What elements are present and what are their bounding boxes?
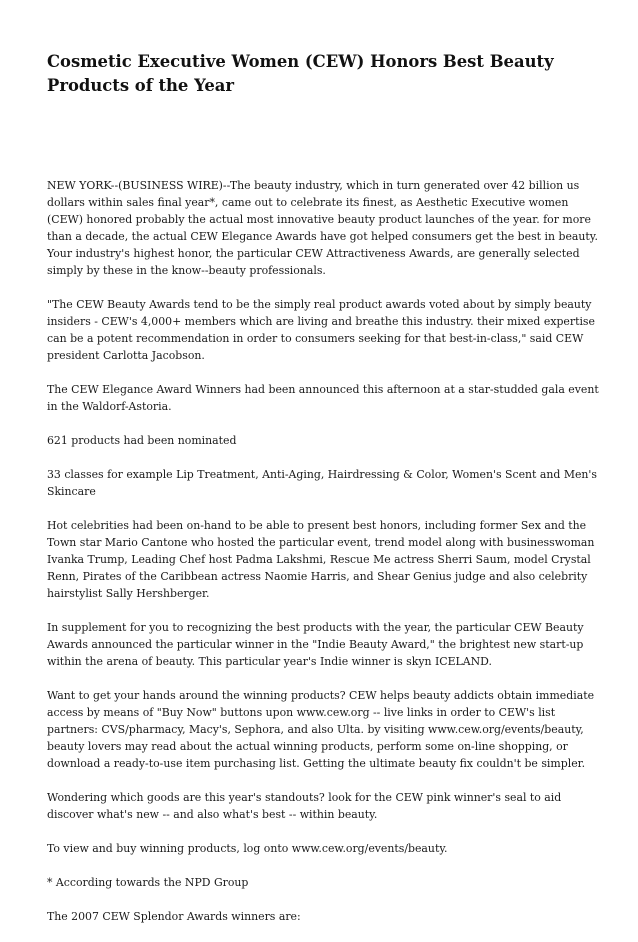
article-title: Cosmetic Executive Women (CEW) Honors Best Beauty Products of the Year bbox=[47, 52, 554, 95]
paragraph: To view and buy winning products, log onto www.cew.org/events/beauty. bbox=[47, 842, 448, 855]
paragraph: The CEW Elegance Award Winners had been announced this afternoon at a star-studded gala event in the Waldorf-Astoria. bbox=[47, 383, 599, 413]
footnote: * According towards the NPD Group bbox=[47, 876, 249, 889]
paragraph: "The CEW Beauty Awards tend to be the simply real product awards voted about by simply beauty insiders - CEW's 4,000+ members which are living and breathe this industry. their mixed expertise can be a potent recommendation in order to consumers seeking for that best-in-class," said CEW president Carlotta Jacobson. bbox=[47, 298, 595, 362]
paragraph: Wondering which goods are this year's standouts? look for the CEW pink winner's seal to aid discover what's new -- and also what's best -- within beauty. bbox=[47, 791, 562, 821]
paragraph: The 2007 CEW Splendor Awards winners are: bbox=[47, 910, 301, 923]
paragraph: Want to get your hands around the winning products? CEW helps beauty addicts obtain immediate access by means of "Buy Now" buttons upon www.cew.org -- live links in order to CEW's list partners: CVS/pharmacy, Macy's, Sephora, and also Ulta. by visiting www.cew.org/events/beauty, beauty lovers may read about the actual winning products, perform some on-line shopping, or download a ready-to-use item purchasing list. Getting the ultimate beauty fix couldn't be simpler. bbox=[47, 689, 595, 770]
paragraph: 33 classes for example Lip Treatment, Anti-Aging, Hairdressing & Color, Women's Scent and Men's Skincare bbox=[47, 468, 598, 498]
paragraph: NEW YORK--(BUSINESS WIRE)--The beauty industry, which in turn generated over 42 billion us dollars within sales final year*, came out to celebrate its finest, as Aesthetic Executive women (CEW) honored probably the actual most innovative beauty product launches of the year. for more than a decade, the actual CEW Elegance Awards have got helped consumers get the best in beauty. Your industry's highest honor, the particular CEW Attractiveness Awards, are generally selected simply by these in the know--beauty professionals. bbox=[47, 179, 598, 277]
paragraph: In supplement for you to recognizing the best products with the year, the particular CEW Beauty Awards announced the particular winner in the "Indie Beauty Award," the brightest new start-up within the arena of beauty. This particular year's Indie winner is skyn ICELAND. bbox=[47, 621, 584, 668]
paragraph: Hot celebrities had been on-hand to be able to present best honors, including former Sex and the Town star Mario Cantone who hosted the particular event, trend model along with businesswoman Ivanka Trump, Leading Chef host Padma Lakshmi, Rescue Me actress Sherri Saum, model Crystal Renn, Pirates of the Caribbean actress Naomie Harris, and Shear Genius judge and also celebrity hairstylist Sally Hershberger. bbox=[47, 519, 595, 600]
paragraph: 621 products had been nominated bbox=[47, 434, 237, 447]
document-page bbox=[47, 0, 599, 942]
article-body bbox=[47, 177, 599, 925]
